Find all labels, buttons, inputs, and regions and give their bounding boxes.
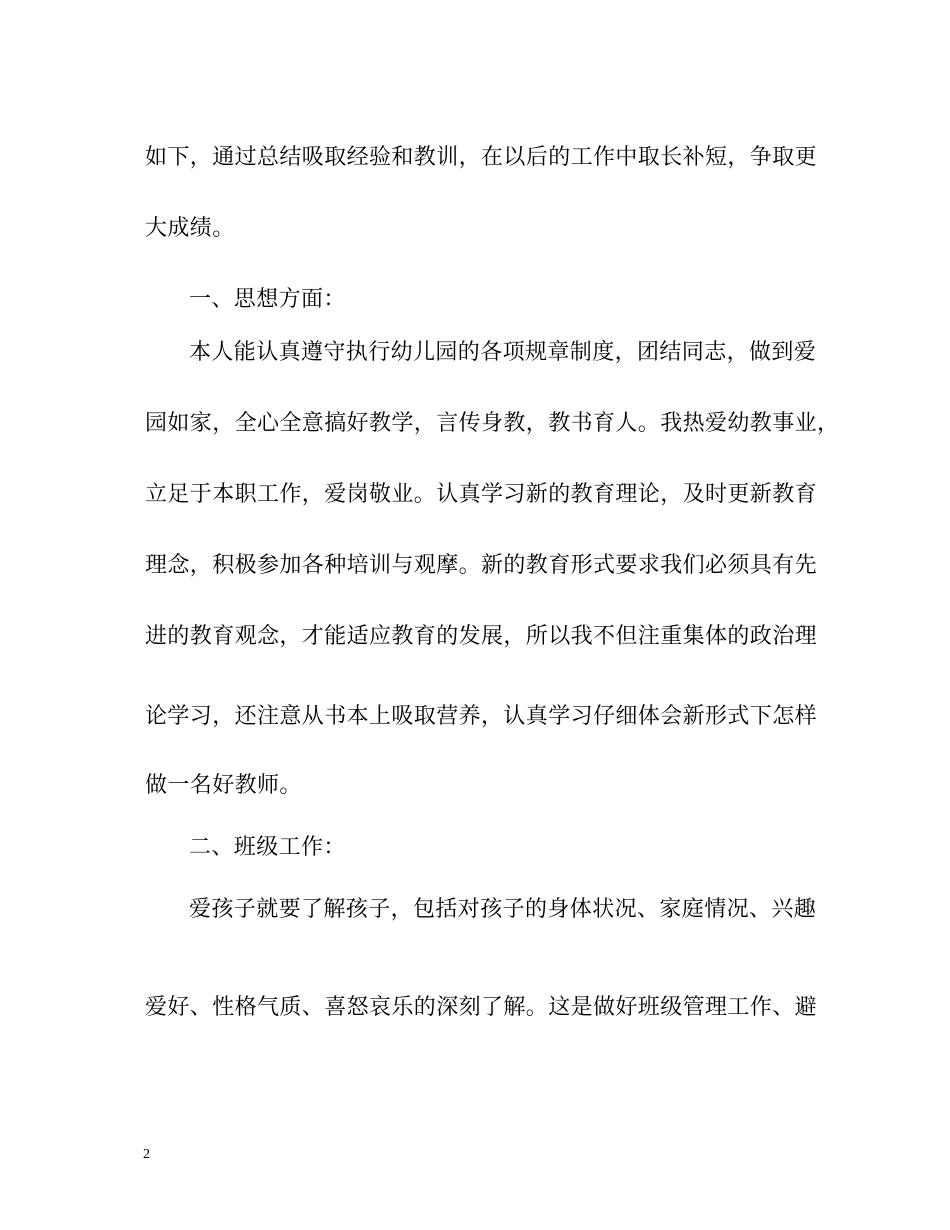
text-line-8: 进的教育观念，才能适应教育的发展，所以我不但注重集体的政治理 (145, 624, 818, 649)
text-line-4: 本人能认真遵守执行幼儿园的各项规章制度，团结同志，做到爱 (189, 340, 817, 365)
text-line-7: 理念，积极参加各种培训与观摩。新的教育形式要求我们必须具有先 (145, 553, 818, 578)
section-heading-thought: 一、思想方面： (189, 287, 346, 312)
text-line-12: 爱孩子就要了解孩子，包括对孩子的身体状况、家庭情况、兴趣 (189, 897, 817, 922)
text-line-9: 论学习，还注意从书本上吸取营养，认真学习仔细体会新形式下怎样 (145, 704, 818, 729)
text-line-6: 立足于本职工作，爱岗敬业。认真学习新的教育理论，及时更新教育 (145, 482, 818, 507)
text-line-13: 爱好、性格气质、喜怒哀乐的深刻了解。这是做好班级管理工作、避 (145, 995, 818, 1020)
page-number: 2 (143, 1147, 150, 1162)
section-heading-class: 二、班级工作： (189, 835, 346, 860)
text-line-2: 大成绩。 (145, 216, 235, 241)
text-line-1: 如下，通过总结吸取经验和教训，在以后的工作中取长补短，争取更 (145, 145, 818, 170)
text-line-10: 做一名好教师。 (145, 773, 302, 798)
text-line-5: 园如家，全心全意搞好教学，言传身教，教书育人。我热爱幼教事业， (145, 411, 840, 436)
